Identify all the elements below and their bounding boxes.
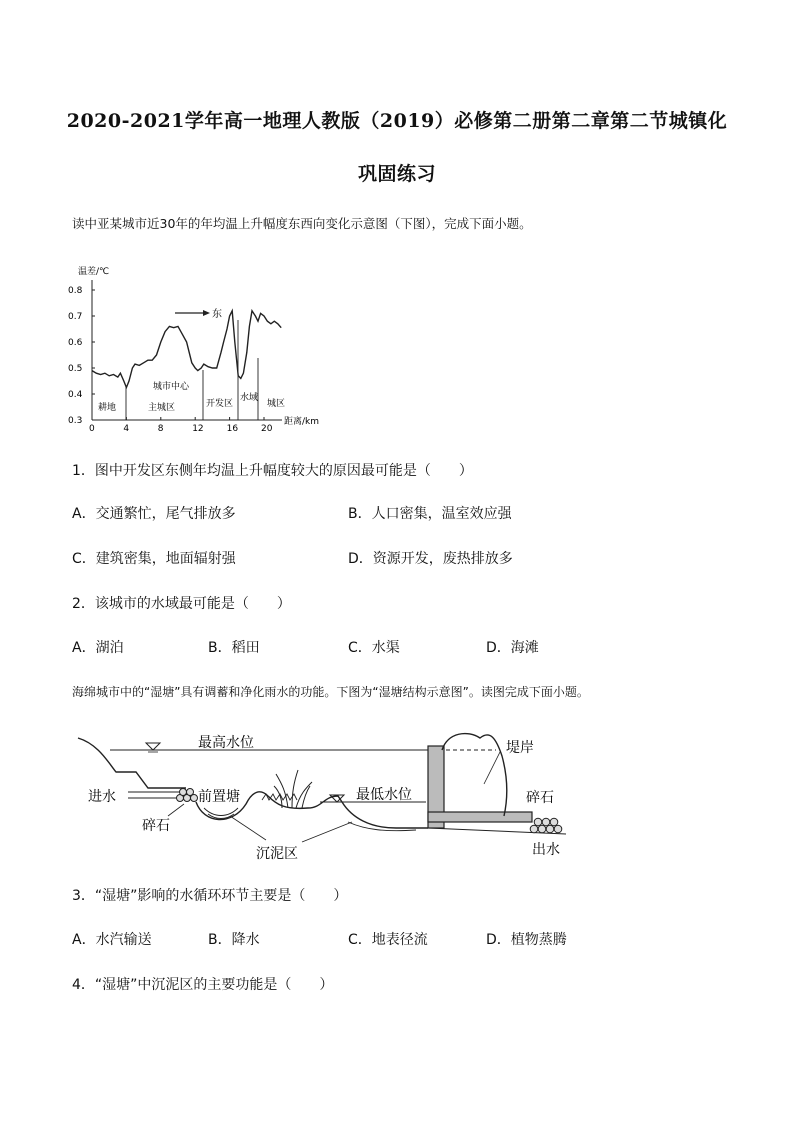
inlet-label: 进水 [88, 789, 116, 805]
question-4-stem: 4．“湿塘”中沉泥区的主要功能是（ ） [72, 977, 334, 993]
section1-intro: 读中亚某城市近30年的年均温上升幅度东西向变化示意图（下图），完成下面小题。 [72, 216, 532, 231]
y-tick-label: 0.6 [68, 338, 83, 348]
q2-option-a[interactable]: A．湖泊 [72, 640, 124, 656]
wet-pond-diagram [76, 712, 576, 867]
x-tick-label: 0 [89, 424, 95, 433]
y-tick-label: 0.3 [68, 416, 83, 426]
zone-label-water: 水域 [240, 393, 259, 403]
zone-label-farmland: 耕地 [98, 403, 117, 413]
chart-ylabel: 温差/℃ [78, 267, 110, 277]
x-tick-label: 8 [157, 424, 164, 433]
bank-label: 堤岸 [506, 740, 534, 756]
q1-option-a[interactable]: A．交通繁忙，尾气排放多 [72, 506, 236, 522]
q3-option-c[interactable]: C．地表径流 [348, 932, 428, 948]
q3-option-d[interactable]: D．植物蒸腾 [486, 932, 567, 948]
q1-option-c[interactable]: C．建筑密集，地面辐射强 [72, 551, 236, 567]
temperature-rise-chart [60, 258, 340, 433]
q2-option-d[interactable]: D．海滩 [486, 640, 539, 656]
q3-option-b[interactable]: B．降水 [208, 932, 260, 948]
chart-xlabel: 距离/km [284, 417, 320, 427]
sediment-label: 沉泥区 [256, 846, 298, 862]
direction-label: 东 [212, 309, 222, 320]
page-subtitle: 巩固练习 [357, 163, 436, 185]
y-tick-label: 0.8 [68, 286, 83, 296]
zone-label-main-city: 主城区 [148, 403, 176, 413]
left-bank [78, 738, 186, 788]
water-level-icon [146, 743, 160, 750]
x-tick-label: 12 [192, 424, 204, 433]
series-line [92, 311, 281, 388]
min-level-label: 最低水位 [356, 787, 412, 803]
y-tick-label: 0.4 [68, 390, 83, 400]
forebay-label: 前置塘 [198, 789, 240, 805]
q2-option-b[interactable]: B．稻田 [208, 640, 260, 656]
y-tick-label: 0.7 [68, 312, 83, 322]
max-level-label: 最高水位 [198, 735, 254, 751]
q2-option-c[interactable]: C．水渠 [348, 640, 400, 656]
zone-label-development: 开发区 [206, 399, 234, 409]
page-title: 2020-2021学年高一地理人教版（2019）必修第二册第二章第二节城镇化 [66, 110, 728, 132]
gravel-right-label: 碎石 [526, 790, 554, 806]
q3-option-a[interactable]: A．水汽输送 [72, 932, 152, 948]
zone-label-urban: 城区 [267, 399, 286, 409]
gravel-left-label: 碎石 [142, 818, 170, 834]
question-2-stem: 2．该城市的水域最可能是（ ） [72, 596, 291, 612]
y-tick-label: 0.5 [68, 364, 83, 374]
x-tick-label: 16 [226, 424, 239, 433]
outlet-label: 出水 [532, 842, 560, 858]
gravel-right [530, 818, 562, 833]
reed-plants-icon [274, 770, 312, 808]
zone-label-city-center: 城市中心 [153, 382, 190, 392]
embankment [442, 734, 507, 816]
section2-intro: 海绵城市中的“湿塘”具有调蓄和净化雨水的功能。下图为“湿塘结构示意图”。读图完成下面小题。 [72, 685, 589, 699]
outlet-pipe [428, 812, 532, 822]
q1-option-b[interactable]: B．人口密集，温室效应强 [348, 506, 512, 522]
x-tick-label: 4 [123, 424, 130, 433]
q1-option-d[interactable]: D．资源开发，废热排放多 [348, 551, 513, 567]
question-1-stem: 1．图中开发区东侧年均温上升幅度较大的原因最可能是（ ） [72, 463, 473, 479]
x-tick-label: 20 [261, 424, 273, 433]
gravel-left [177, 789, 198, 802]
question-3-stem: 3．“湿塘”影响的水循环环节主要是（ ） [72, 888, 348, 904]
arrow-head [203, 310, 210, 316]
